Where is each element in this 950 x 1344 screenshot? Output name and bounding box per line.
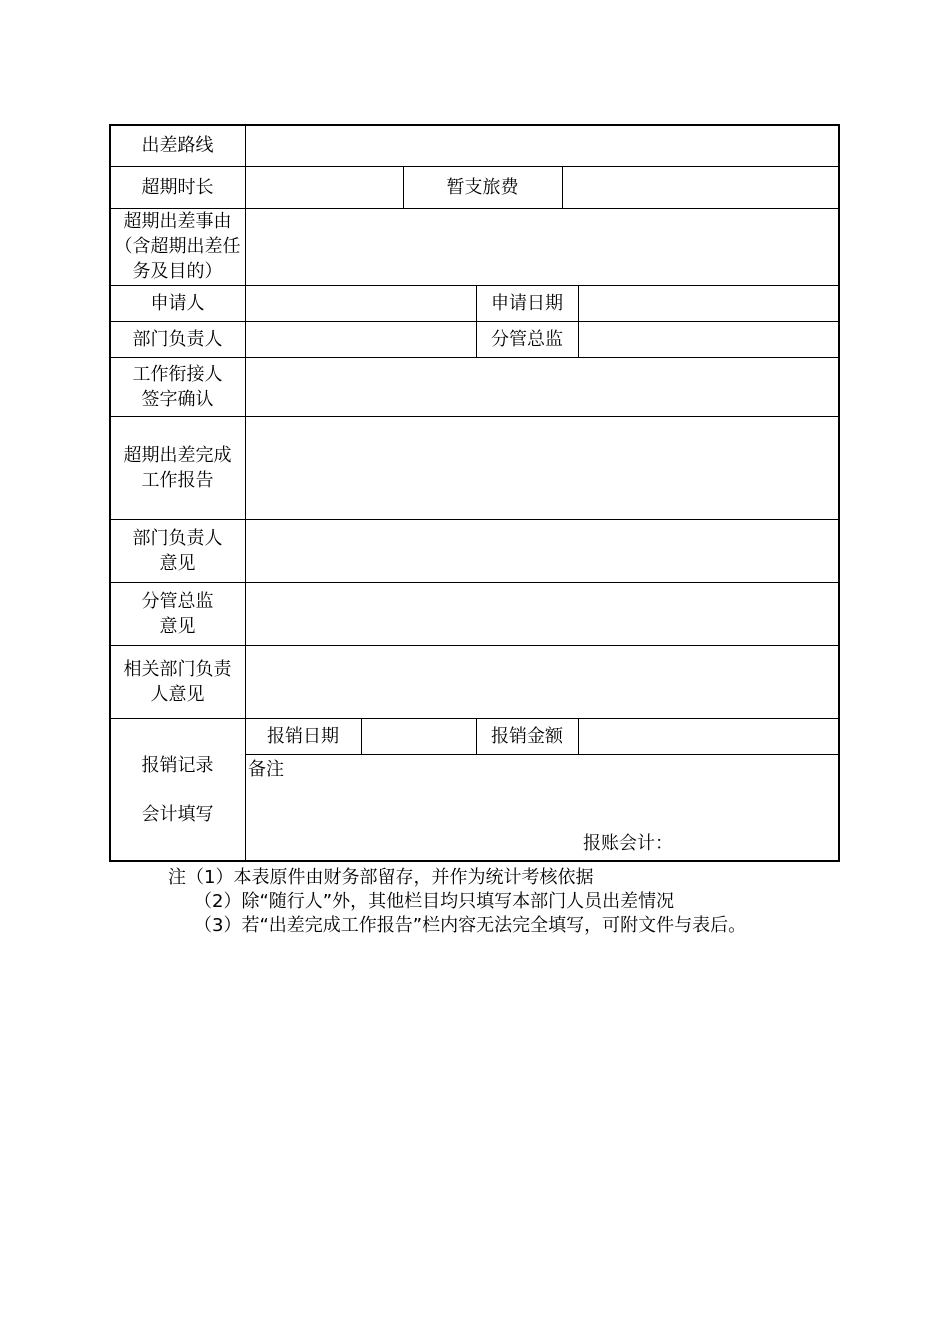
label-accountant-fill: 会计填写 bbox=[141, 804, 214, 825]
applicant-field[interactable] bbox=[246, 286, 476, 321]
label-advance-travel-fee: 暂支旅费 bbox=[446, 176, 519, 198]
director-opinion-field[interactable] bbox=[246, 583, 839, 645]
reimburse-date-field[interactable] bbox=[362, 719, 476, 754]
label-applicant: 申请人 bbox=[150, 292, 205, 314]
label-apply-date: 申请日期 bbox=[491, 292, 563, 314]
related-dept-opinion-field[interactable] bbox=[246, 646, 839, 718]
label-director-opinion: 分管总监 意见 bbox=[141, 590, 214, 637]
note-line-3: （3）若“出差完成工作报告”栏内容无法完全填写，可附文件与表后。 bbox=[194, 915, 747, 936]
label-accountant-sign: 报账会计： bbox=[583, 833, 673, 854]
label-dept-head: 部门负责人 bbox=[132, 328, 223, 350]
label-completion-report: 超期出差完成 工作报告 bbox=[123, 444, 232, 491]
dept-head-field[interactable] bbox=[246, 322, 476, 357]
note-line-1: 注（1）本表原件由财务部留存，并作为统计考核依据 bbox=[168, 867, 594, 888]
label-reimburse-date: 报销日期 bbox=[267, 725, 339, 747]
handover-sign-field[interactable] bbox=[246, 358, 839, 416]
label-remarks: 备注 bbox=[248, 759, 284, 780]
dept-head-opinion-field[interactable] bbox=[246, 520, 839, 582]
director-in-charge-field[interactable] bbox=[579, 322, 839, 357]
label-director-in-charge: 分管总监 bbox=[491, 328, 563, 350]
travel-route-field[interactable] bbox=[246, 126, 839, 166]
label-travel-route: 出差路线 bbox=[141, 135, 214, 156]
label-handover-sign: 工作衔接人 签字确认 bbox=[132, 363, 223, 410]
label-overdue-reason: 超期出差事由 （含超期出差任 务及目的） bbox=[114, 211, 241, 282]
reimburse-amount-field[interactable] bbox=[579, 719, 839, 754]
note-line-2: （2）除“随行人”外，其他栏目均只填写本部门人员出差情况 bbox=[194, 891, 675, 912]
apply-date-field[interactable] bbox=[579, 286, 839, 321]
advance-travel-fee-field[interactable] bbox=[563, 167, 839, 208]
row-divider bbox=[245, 754, 839, 755]
overdue-reason-field[interactable] bbox=[246, 209, 839, 285]
completion-report-field[interactable] bbox=[246, 417, 839, 519]
label-reimburse-record: 报销记录 bbox=[141, 755, 214, 776]
overdue-duration-field[interactable] bbox=[246, 167, 403, 208]
label-related-dept-opinion: 相关部门负责 人意见 bbox=[123, 658, 232, 705]
label-reimburse-amount: 报销金额 bbox=[491, 725, 563, 747]
label-overdue-duration: 超期时长 bbox=[141, 176, 214, 198]
label-dept-head-opinion: 部门负责人 意见 bbox=[132, 527, 223, 574]
